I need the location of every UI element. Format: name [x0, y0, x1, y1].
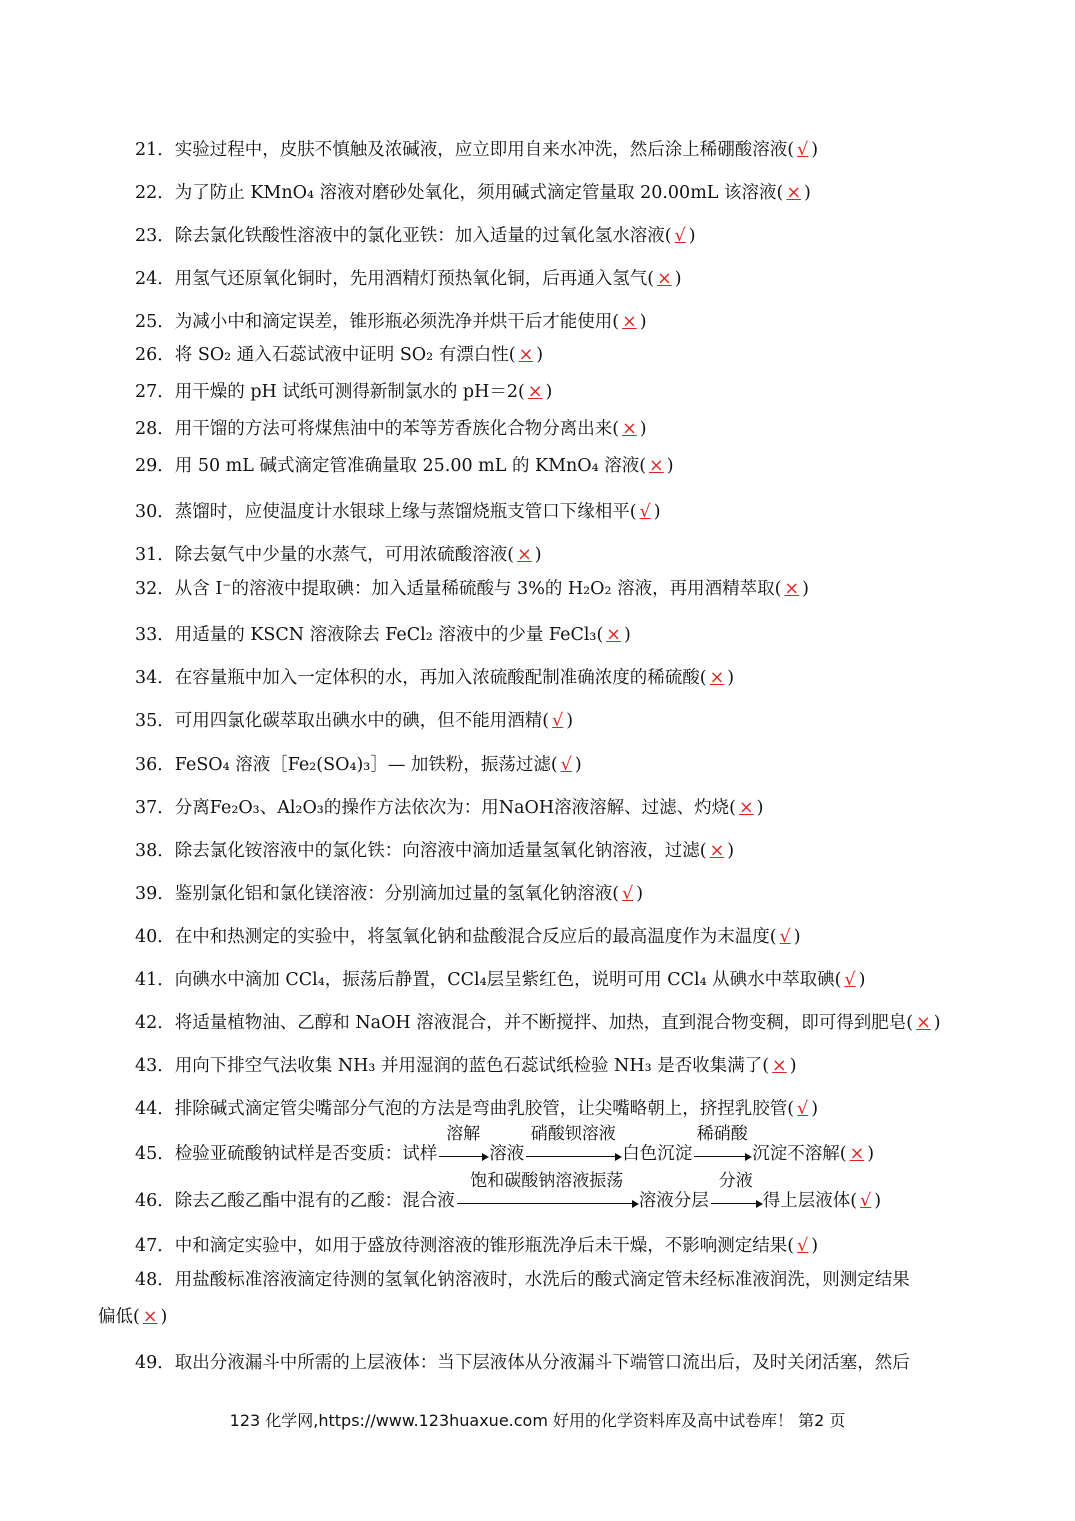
question-number: 28．	[135, 419, 175, 439]
question-text: 用氢气还原氧化铜时，先用酒精灯预热氧化铜，后再通入氢气(	[174, 269, 655, 289]
question-item	[135, 882, 643, 906]
close-paren: )	[802, 579, 809, 599]
question-item	[135, 666, 734, 690]
question-number: 40．	[135, 927, 175, 947]
question-text: 用适量的 KSCN 溶液除去 FeCl₂ 溶液中的少量 FeCl₃(	[174, 625, 604, 645]
question-number: 49．	[135, 1353, 175, 1373]
question-number: 38．	[135, 841, 175, 861]
reaction-arrow	[525, 1124, 621, 1166]
question-number: 35．	[135, 711, 175, 731]
close-paren: )	[653, 502, 661, 522]
question-text: 从含 I⁻的溶液中提取碘：加入适量稀硫酸与 3%的 H₂O₂ 溶液，再用酒精萃取(	[174, 579, 782, 599]
question-item	[135, 968, 865, 992]
question-text: 偏低(	[98, 1307, 140, 1327]
answer-mark: ×	[786, 183, 801, 203]
answer-mark: ×	[709, 668, 725, 688]
question-text: 用干燥的 pH 试纸可测得新制氯水的 pH＝2(	[174, 382, 525, 402]
reaction-arrow	[710, 1171, 762, 1213]
question-text: 将 SO₂ 通入石蕊试液中证明 SO₂ 有漂白性(	[174, 345, 516, 365]
question-number: 36．	[135, 755, 175, 775]
question-item	[135, 417, 647, 441]
question-text: 得上层液体(	[762, 1191, 858, 1211]
question-46	[135, 1171, 882, 1213]
question-text: 取出分液漏斗中所需的上层液体：当下层液体从分液漏斗下端管口流出后，及时关闭活塞，然后	[174, 1353, 910, 1373]
answer-mark: ×	[772, 1056, 787, 1076]
answer-mark: ×	[657, 269, 672, 289]
question-text: 除去氯化铵溶液中的氯化铁：向溶液中滴加适量氢氧化钠溶液，过滤(	[174, 841, 707, 861]
close-paren: )	[756, 798, 764, 818]
question-text: 溶液	[489, 1144, 525, 1164]
answer-mark: ×	[622, 419, 637, 439]
question-text: 用干馏的方法可将煤焦油中的苯等芳香族化合物分离出来(	[174, 419, 620, 439]
answer-mark: √	[844, 970, 856, 990]
question-text: 检验亚硫酸钠试样是否变质：试样	[174, 1144, 438, 1164]
question-item	[135, 181, 811, 205]
question-text: 蒸馏时，应使温度计水银球上缘与蒸馏烧瓶支管口下缘相平(	[174, 502, 637, 522]
page-footer: 123 化学网,https://www.123huaxue.com 好用的化学资料库及高中试卷库！ 第2 页	[229, 1411, 846, 1430]
reaction-arrow	[693, 1124, 751, 1166]
question-number: 48．	[135, 1270, 175, 1290]
close-paren: )	[623, 625, 631, 645]
close-paren: )	[933, 1013, 941, 1033]
question-text: 排除碱式滴定管尖嘴部分气泡的方法是弯曲乳胶管，让尖嘴略朝上，挤捏乳胶管(	[174, 1099, 795, 1119]
question-number: 46．	[135, 1191, 175, 1211]
question-item	[135, 310, 647, 334]
question-text: 实验过程中，皮肤不慎触及浓碱液，应立即用自来水冲洗，然后涂上稀硼酸溶液(	[174, 140, 795, 160]
answer-mark: ×	[709, 841, 725, 861]
close-paren: )	[811, 1236, 819, 1256]
close-paren: )	[566, 711, 574, 731]
question-number: 21．	[135, 140, 175, 160]
answer-mark: ×	[527, 382, 543, 402]
arrow-label: 分液	[718, 1171, 753, 1191]
answer-mark: ×	[518, 345, 534, 365]
question-number: 45．	[135, 1144, 175, 1164]
question-text: 沉淀不溶解(	[752, 1144, 847, 1164]
question-text: 除去氨气中少量的水蒸气，可用浓硫酸溶液(	[174, 545, 515, 565]
close-paren: )	[811, 140, 819, 160]
question-item	[135, 1054, 797, 1078]
question-number: 32．	[135, 579, 175, 599]
question-item	[135, 138, 818, 162]
answer-mark: ×	[916, 1013, 931, 1033]
arrow-shaft	[711, 1193, 761, 1204]
answer-mark: √	[860, 1191, 872, 1211]
answer-mark: ×	[649, 456, 664, 476]
question-item	[135, 839, 734, 863]
close-paren: )	[636, 884, 644, 904]
question-text: 白色沉淀	[622, 1144, 693, 1164]
close-paren: )	[688, 226, 696, 246]
question-text: 为减小中和滴定误差，锥形瓶必须洗净并烘干后才能使用(	[174, 312, 620, 332]
answer-mark: √	[779, 927, 791, 947]
question-number: 42．	[135, 1013, 175, 1033]
question-item	[135, 543, 542, 567]
question-text: 鉴别氯化铝和氯化镁溶液：分别滴加过量的氢氧化钠溶液(	[174, 884, 620, 904]
question-item	[135, 796, 764, 820]
question-number: 34．	[135, 668, 175, 688]
question-text: 用 50 mL 碱式滴定管准确量取 25.00 mL 的 KMnO₄ 溶液(	[174, 456, 647, 476]
question-text: 中和滴定实验中，如用于盛放待测溶液的锥形瓶洗净后未干燥，不影响测定结果(	[174, 1236, 795, 1256]
arrow-label: 硝酸钡溶液	[530, 1124, 616, 1144]
question-number: 23．	[135, 226, 175, 246]
question-number: 24．	[135, 269, 175, 289]
question-text: FeSO₄ 溶液［Fe₂(SO₄)₃］— 加铁粉，振荡过滤(	[174, 755, 558, 775]
answer-mark: √	[674, 226, 686, 246]
close-paren: )	[874, 1191, 882, 1211]
answer-mark: ×	[739, 798, 754, 818]
question-item	[135, 753, 582, 777]
answer-mark: ×	[849, 1144, 865, 1164]
question-number: 43．	[135, 1056, 175, 1076]
question-text: 在中和热测定的实验中，将氢氧化钠和盐酸混合反应后的最高温度作为末温度(	[174, 927, 777, 947]
question-item	[135, 709, 573, 733]
answer-mark: √	[622, 884, 634, 904]
arrow-label: 稀硝酸	[696, 1124, 748, 1144]
answer-mark: √	[552, 711, 564, 731]
close-paren: )	[639, 419, 647, 439]
answer-mark: √	[797, 140, 809, 160]
question-48-line1	[135, 1268, 910, 1292]
question-number: 37．	[135, 798, 175, 818]
question-number: 22．	[135, 183, 175, 203]
question-48-line2	[98, 1305, 167, 1329]
answer-mark: ×	[622, 312, 637, 332]
question-number: 44．	[135, 1099, 175, 1119]
close-paren: )	[639, 312, 647, 332]
answer-mark: √	[797, 1099, 809, 1119]
close-paren: )	[867, 1144, 875, 1164]
question-text: 将适量植物油、乙醇和 NaOH 溶液混合，并不断搅拌、加热，直到混合物变稠，即可得到肥皂(	[174, 1013, 914, 1033]
question-item	[135, 500, 661, 524]
question-number: 30．	[135, 502, 175, 522]
reaction-arrow	[438, 1124, 488, 1166]
question-47	[135, 1234, 818, 1258]
question-number: 26．	[135, 345, 175, 365]
question-text: 除去乙酸乙酯中混有的乙酸：混合液	[174, 1191, 455, 1211]
question-item	[135, 267, 682, 291]
question-text: 溶液分层	[638, 1191, 709, 1211]
close-paren: )	[803, 183, 811, 203]
question-text: 向碘水中滴加 CCl₄，振荡后静置，CCl₄层呈紫红色，说明可用 CCl₄ 从碘水中萃取碘(	[174, 970, 842, 990]
answer-mark: √	[639, 502, 651, 522]
question-number: 29．	[135, 456, 175, 476]
close-paren: )	[666, 456, 674, 476]
question-49	[135, 1351, 910, 1375]
question-text: 在容量瓶中加入一定体积的水，再加入浓硫酸配制准确浓度的稀硫酸(	[174, 668, 707, 688]
question-number: 25．	[135, 312, 175, 332]
answer-mark: ×	[784, 579, 800, 599]
answer-mark: √	[797, 1236, 809, 1256]
question-number: 27．	[135, 382, 175, 402]
arrow-shaft	[439, 1146, 487, 1157]
question-number: 47．	[135, 1236, 175, 1256]
answer-mark: ×	[142, 1307, 158, 1327]
question-text: 可用四氯化碳萃取出碘水中的碘，但不能用酒精(	[174, 711, 550, 731]
question-item	[135, 1011, 941, 1035]
question-text: 分离Fe₂O₃、Al₂O₃的操作方法依次为：用NaOH溶液溶解、过滤、灼烧(	[174, 798, 736, 818]
question-text: 用向下排空气法收集 NH₃ 并用湿润的蓝色石蕊试纸检验 NH₃ 是否收集满了(	[174, 1056, 770, 1076]
arrow-shaft	[526, 1146, 620, 1157]
arrow-label: 饱和碳酸钠溶液振荡	[470, 1171, 624, 1191]
question-text: 为了防止 KMnO₄ 溶液对磨砂处氧化，须用碱式滴定管量取 20.00mL 该溶液(	[174, 183, 784, 203]
question-item	[135, 925, 801, 949]
question-item	[135, 454, 674, 478]
arrow-shaft	[457, 1193, 637, 1204]
close-paren: )	[160, 1307, 168, 1327]
close-paren: )	[811, 1099, 819, 1119]
close-paren: )	[858, 970, 866, 990]
close-paren: )	[727, 668, 735, 688]
question-item	[135, 1097, 818, 1121]
question-number: 31．	[135, 545, 175, 565]
arrow-shaft	[694, 1146, 750, 1157]
answer-mark: ×	[606, 625, 621, 645]
question-45	[135, 1124, 875, 1166]
close-paren: )	[545, 382, 553, 402]
answer-mark: √	[560, 755, 572, 775]
close-paren: )	[574, 755, 582, 775]
close-paren: )	[789, 1056, 797, 1076]
question-item	[135, 577, 809, 601]
question-text: 用盐酸标准溶液滴定待测的氢氧化钠溶液时，水洗后的酸式滴定管未经标准液润洗，则测定结果	[174, 1270, 910, 1290]
question-item	[135, 623, 631, 647]
question-item	[135, 343, 543, 367]
question-item	[135, 380, 552, 404]
question-number: 33．	[135, 625, 175, 645]
close-paren: )	[674, 269, 682, 289]
close-paren: )	[793, 927, 801, 947]
close-paren: )	[727, 841, 735, 861]
question-item	[135, 224, 696, 248]
close-paren: )	[534, 545, 542, 565]
question-number: 39．	[135, 884, 175, 904]
question-text: 除去氯化铁酸性溶液中的氯化亚铁：加入适量的过氧化氢水溶液(	[174, 226, 672, 246]
question-number: 41．	[135, 970, 175, 990]
close-paren: )	[536, 345, 544, 365]
arrow-label: 溶解	[446, 1124, 481, 1144]
answer-mark: ×	[517, 545, 532, 565]
reaction-arrow	[456, 1171, 638, 1213]
